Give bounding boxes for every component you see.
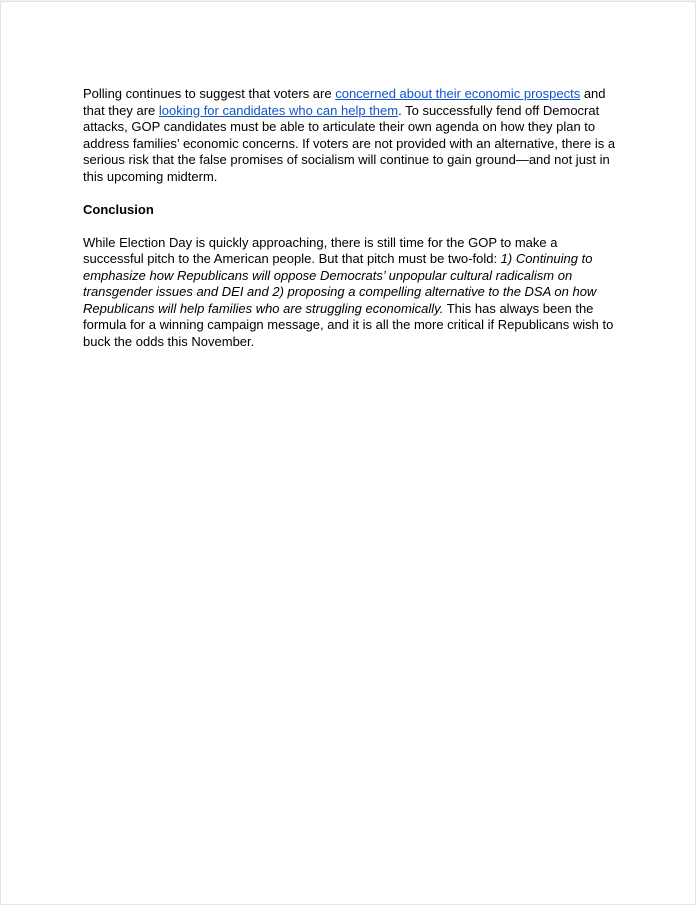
italic-emphasis: 1) Continuing to emphasize how Republicans will oppose Democrats’ unpopular cultural radicalism on transgender issues and DEI and 2) proposing a compelling alternative to the DSA on how Republicans will help families who are struggling economically. <box>83 251 597 316</box>
paragraph-text: and that they are <box>83 86 606 118</box>
link-economic-prospects[interactable]: concerned about their economic prospects <box>335 86 581 101</box>
document-page <box>0 1 696 905</box>
paragraph-text: While Election Day is quickly approaching, there is still time for the GOP to make a successful pitch to the American people. But that pitch must be two-fold: <box>83 234 558 266</box>
paragraph-text: This has always been the formula for a winning campaign message, and it is all the more critical if Republicans wish to buck the odds this November. <box>83 300 614 349</box>
paragraph-conclusion <box>83 235 618 351</box>
paragraph-text: . To successfully fend off Democrat attacks, GOP candidates must be able to articulate their own agenda on how they plan to address families’ economic concerns. If voters are not provided with an alternative, there is a serious risk that the false promises of socialism will continue to gain ground—and not just in this upcoming midterm. <box>83 102 616 184</box>
document-body <box>83 86 618 350</box>
paragraph-text: Polling continues to suggest that voters are <box>83 86 336 101</box>
paragraph-polling <box>83 86 618 185</box>
link-candidates-help[interactable]: looking for candidates who can help them <box>158 102 399 118</box>
section-heading-conclusion: Conclusion <box>83 202 154 217</box>
